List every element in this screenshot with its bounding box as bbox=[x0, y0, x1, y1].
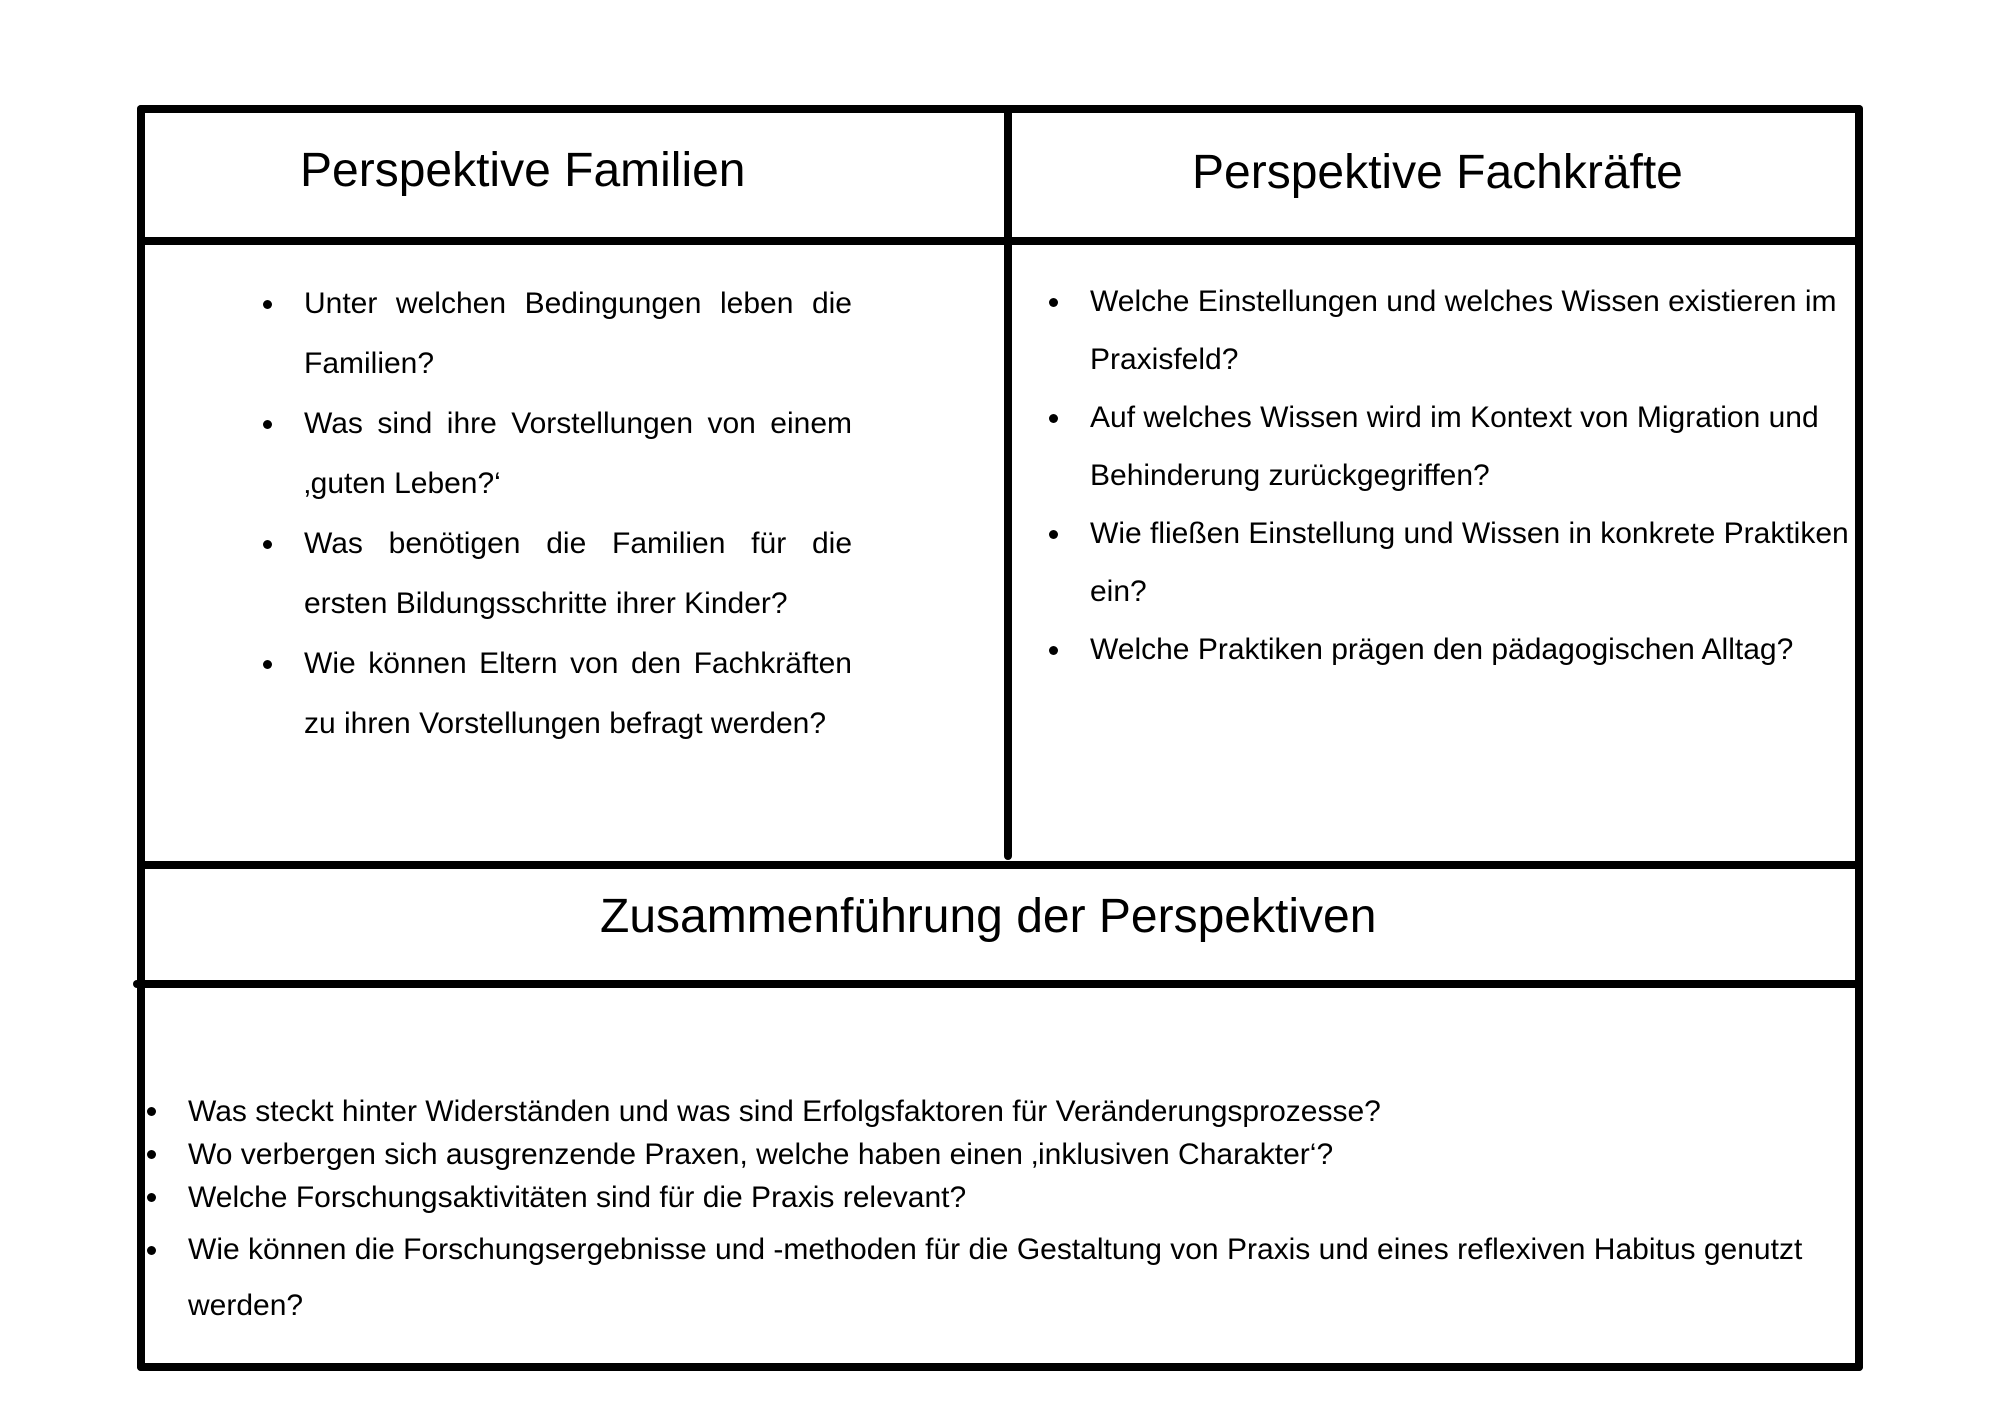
zusammenfuehrung-question: Wo verbergen sich ausgrenzende Praxen, welche haben einen ‚inklusiven Charakter‘? bbox=[142, 1133, 1872, 1176]
heading-perspektive-familien: Perspektive Familien bbox=[300, 144, 746, 197]
fachkraefte-question: Auf welches Wissen wird im Kontext von Migration und Behinderung zurückgegriffen? bbox=[1044, 389, 1874, 505]
familien-question: Wie können Eltern von den Fachkräften zu ihren Vorstellungen befragt werden? bbox=[258, 634, 852, 754]
familien-question: Was benötigen die Familien für die ersten Bildungsschritte ihrer Kinder? bbox=[258, 514, 852, 634]
familien-question-list bbox=[258, 274, 852, 754]
frame-top-border bbox=[137, 105, 1863, 113]
fachkraefte-question: Welche Einstellungen und welches Wissen existieren im Praxisfeld? bbox=[1044, 273, 1874, 389]
familien-question: Unter welchen Bedingungen leben die Familien? bbox=[258, 274, 852, 394]
heading-zusammenfuehrung: Zusammenführung der Perspektiven bbox=[600, 890, 1377, 943]
heading-perspektive-fachkraefte: Perspektive Fachkräfte bbox=[1192, 146, 1683, 199]
column-divider bbox=[1004, 108, 1012, 860]
header-divider bbox=[137, 237, 1863, 245]
familien-question: Was sind ihre Vorstellungen von einem ‚guten Leben?‘ bbox=[258, 394, 852, 514]
frame-bottom-border bbox=[137, 1363, 1863, 1371]
zusammenfuehrung-question: Welche Forschungsaktivitäten sind für die Praxis relevant? bbox=[142, 1176, 1872, 1219]
summary-header-divider bbox=[133, 980, 1863, 988]
fachkraefte-question: Welche Praktiken prägen den pädagogischen Alltag? bbox=[1044, 621, 1874, 679]
zusammenfuehrung-question: Was steckt hinter Widerständen und was sind Erfolgsfaktoren für Veränderungsprozesse? bbox=[142, 1090, 1872, 1133]
zusammenfuehrung-question-list bbox=[142, 1090, 1872, 1334]
fachkraefte-question: Wie fließen Einstellung und Wissen in konkrete Praktiken ein? bbox=[1044, 505, 1874, 621]
fachkraefte-question-list bbox=[1044, 273, 1874, 679]
zusammenfuehrung-question: Wie können die Forschungsergebnisse und -methoden für die Gestaltung von Praxis und eines reflexiven Habitus genutzt werden? bbox=[142, 1222, 1872, 1334]
section-divider bbox=[137, 861, 1863, 869]
